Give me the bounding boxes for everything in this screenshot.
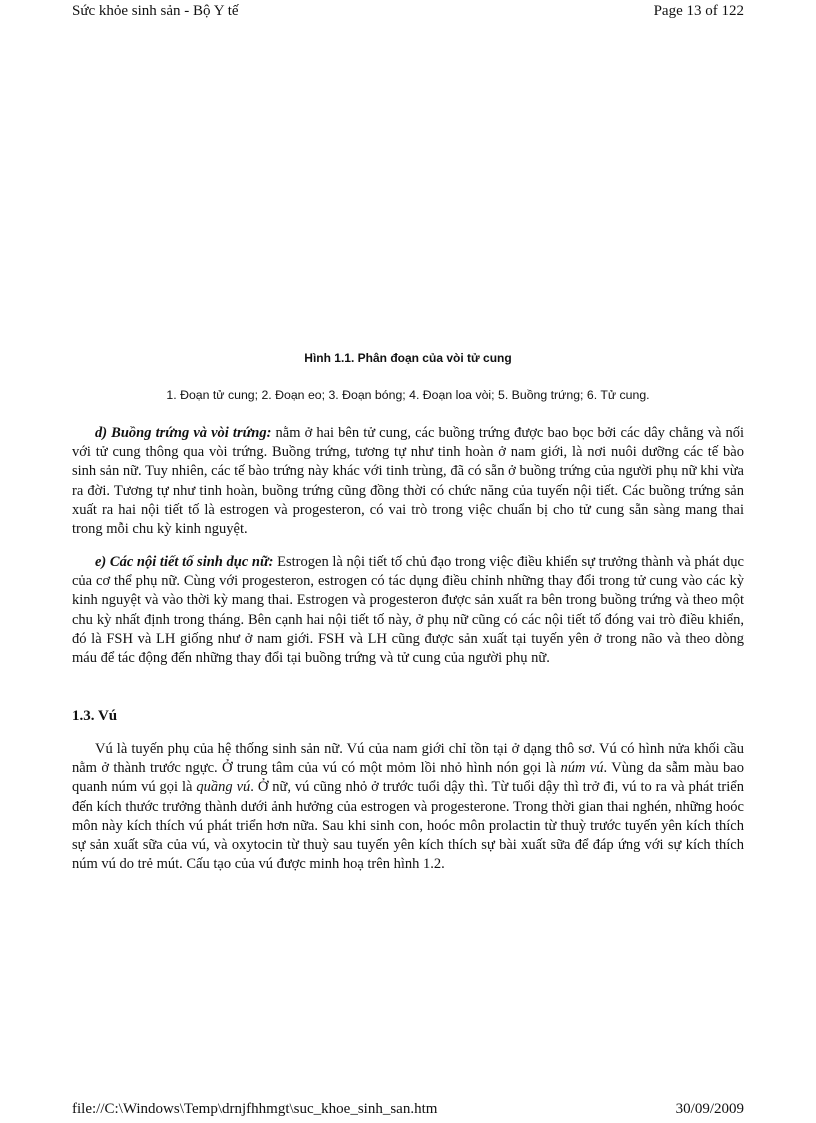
header-document-title: Sức khỏe sinh sản - Bộ Y tế bbox=[72, 3, 239, 19]
paragraph-ovaries bbox=[72, 424, 744, 539]
figure-caption-title: Hình 1.1. Phân đoạn của vòi tử cung bbox=[304, 351, 512, 365]
figure-image-placeholder bbox=[72, 30, 744, 340]
term-areola: quầng vú bbox=[196, 779, 251, 796]
paragraph-breast bbox=[72, 740, 744, 874]
figure-caption-description: 1. Đoạn tử cung; 2. Đoạn eo; 3. Đoạn bóng; 4. Đoạn loa vòi; 5. Buồng trứng; 6. Tử cung. bbox=[166, 388, 650, 402]
header-page-number: Page 13 of 122 bbox=[653, 3, 744, 19]
paragraph-breast-text-3: . Ở nữ, vú cũng nhỏ ở trước tuổi dậy thì. Từ tuổi dậy thì trở đi, vú to ra và phát triển đến kích thước trưởng thành dưới ảnh hưởng của estrogen và progesterone. Trong thời gian thai nghén, những hoóc môn này kích thích vú phát triển hơn nữa. Sau khi sinh con, hoóc môn prolactin từ thuỳ trước tuyến yên kích thích sự sản xuất sữa của vú, và oxytocin từ thuỳ sau tuyến yên kích thích sự bài xuất sữa để đáp ứng với sự kích thích núm vú do trẻ mút. Cấu tạo của vú được minh hoạ trên hình 1.2. bbox=[72, 779, 744, 873]
term-nipple: núm vú bbox=[560, 760, 604, 777]
paragraph-breast-text-2: . Vùng da sẫm màu bao quanh núm vú gọi là bbox=[72, 760, 744, 796]
paragraph-breast-text-1: Vú là tuyến phụ của hệ thống sinh sản nữ. Vú của nam giới chỉ tồn tại ở dạng thô sơ. Vú có hình nửa khối cầu nằm ở thành trước ngực. Ở trung tâm của vú có một mỏm lồi nhỏ hình nón gọi là bbox=[72, 741, 744, 777]
paragraph-ovaries-lead: d) Buồng trứng và vòi trứng: bbox=[95, 425, 272, 441]
footer-file-path: file://C:\Windows\Temp\drnjfhhmgt\suc_khoe_sinh_san.htm bbox=[72, 1101, 438, 1117]
paragraph-hormones-text: Estrogen là nội tiết tố chủ đạo trong việc điều khiển sự trưởng thành và phát dục của cơ thể phụ nữ. Cùng với progesteron, estrogen có tác dụng điều chỉnh những thay đổi trong tử cung vào các kỳ kinh nguyệt và vào thời kỳ mang thai. Estrogen và progesteron được sản xuất ra bên trong buồng trứng và theo một chu kỳ nhất định trong tháng. Bên cạnh hai nội tiết tố này, ở phụ nữ cũng có các nội tiết tố đóng vai trò điều khiển, đó là FSH và LH giống như ở nam giới. FSH và LH cũng được sản xuất tại tuyến yên ở trong não và theo dòng máu để tác động đến những thay đổi tại buồng trứng và tử cung của người phụ nữ. bbox=[72, 554, 744, 667]
paragraph-hormones-lead: e) Các nội tiết tố sinh dục nữ: bbox=[95, 554, 274, 570]
paragraph-hormones bbox=[72, 553, 744, 668]
footer-date: 30/09/2009 bbox=[675, 1101, 744, 1117]
paragraph-ovaries-text: nằm ở hai bên tử cung, các buồng trứng được bao bọc bởi các dây chằng và nối với tử cung thông qua vòi trứng. Buồng trứng, tương tự như tinh hoàn ở nam giới, là nơi nuôi dưỡng các tế bào sinh sản nữ. Tuy nhiên, các tế bào trứng này khác với tinh trùng, đã có sẵn ở buồng trứng của người phụ nữ khi vừa ra đời. Tương tự như tinh hoàn, buồng trứng cũng đồng thời có chức năng của tuyến nội tiết. Các buồng trứng sản xuất ra hai nội tiết tố là estrogen và progesteron, có vai trò trong việc chuẩn bị cho tử cung sẵn sàng mang thai trong mỗi chu kỳ kinh nguyệt. bbox=[72, 425, 745, 538]
section-heading-breast: 1.3. Vú bbox=[72, 708, 118, 724]
